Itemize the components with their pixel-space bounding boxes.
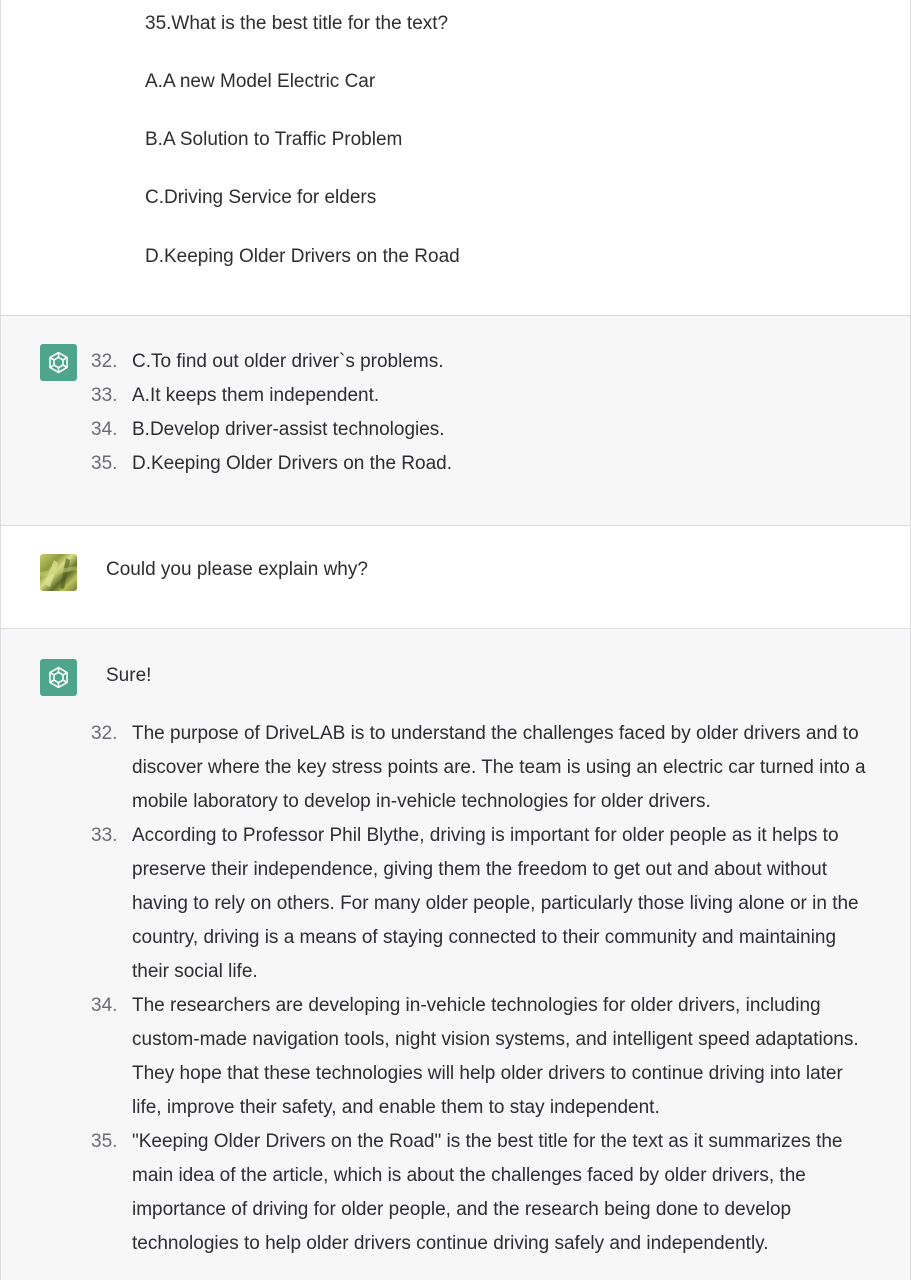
list-number: 35. [91, 1131, 118, 1152]
list-number: 34. [91, 995, 118, 1016]
list-number: 34. [91, 419, 118, 440]
list-item [0, 819, 911, 989]
option-d: D.Keeping Older Drivers on the Road [145, 246, 460, 267]
list-text: C.To find out older driver`s problems. [132, 351, 444, 372]
left-border [0, 0, 1, 1280]
assistant-intro-text: Sure! [106, 665, 152, 686]
list-item [0, 989, 911, 1125]
list-item [0, 1125, 911, 1261]
list-text: The purpose of DriveLAB is to understand the challenges faced by older drivers and to discover where the key stress points are. The team is using an electric car turned into a mobile laboratory to develop in-vehicle technologies for older drivers. [132, 723, 866, 812]
list-text: A.It keeps them independent. [132, 385, 380, 406]
list-number: 35. [91, 453, 118, 474]
list-item [0, 379, 911, 413]
list-number: 32. [91, 351, 118, 372]
user-followup-text: Could you please explain why? [106, 559, 368, 580]
user-message-followup [0, 526, 911, 628]
option-b: B.A Solution to Traffic Problem [145, 129, 403, 150]
list-item [0, 717, 911, 819]
list-item [0, 447, 911, 481]
list-text: The researchers are developing in-vehicle technologies for older drivers, including custom-made navigation tools, night vision systems, and intelligent speed adaptations. They hope that these technologies will help older drivers to continue driving into later life, improve their safety, and enable them to stay independent. [132, 995, 859, 1118]
option-c: C.Driving Service for elders [145, 187, 377, 208]
list-text: B.Develop driver-assist technologies. [132, 419, 445, 440]
question-text: 35.What is the best title for the text? [145, 13, 449, 34]
list-item [0, 345, 911, 379]
assistant-message-explanation [0, 629, 911, 1280]
list-number: 33. [91, 825, 118, 846]
assistant-message-answers [0, 316, 911, 525]
user-message-question [0, 0, 911, 315]
answers-list [0, 345, 911, 481]
list-text: According to Professor Phil Blythe, driving is important for older people as it helps to preserve their independence, giving them the freedom to get out and about without having to rely on others. For many older people, particularly those living alone or in the country, driving is a means of staying connected to their community and maintaining their social life. [132, 825, 859, 982]
list-number: 33. [91, 385, 118, 406]
user-avatar [40, 554, 77, 591]
list-item [0, 413, 911, 447]
list-number: 32. [91, 723, 118, 744]
explanation-list [0, 717, 911, 1261]
list-text: D.Keeping Older Drivers on the Road. [132, 453, 452, 474]
list-text: "Keeping Older Drivers on the Road" is the best title for the text as it summarizes the main idea of the article, which is about the challenges faced by older drivers, the importance of driving for older people, and the research being done to develop technologies to help older drivers continue driving safely and independently. [132, 1131, 843, 1254]
chatgpt-logo-icon [40, 659, 77, 696]
option-a: A.A new Model Electric Car [145, 71, 376, 92]
